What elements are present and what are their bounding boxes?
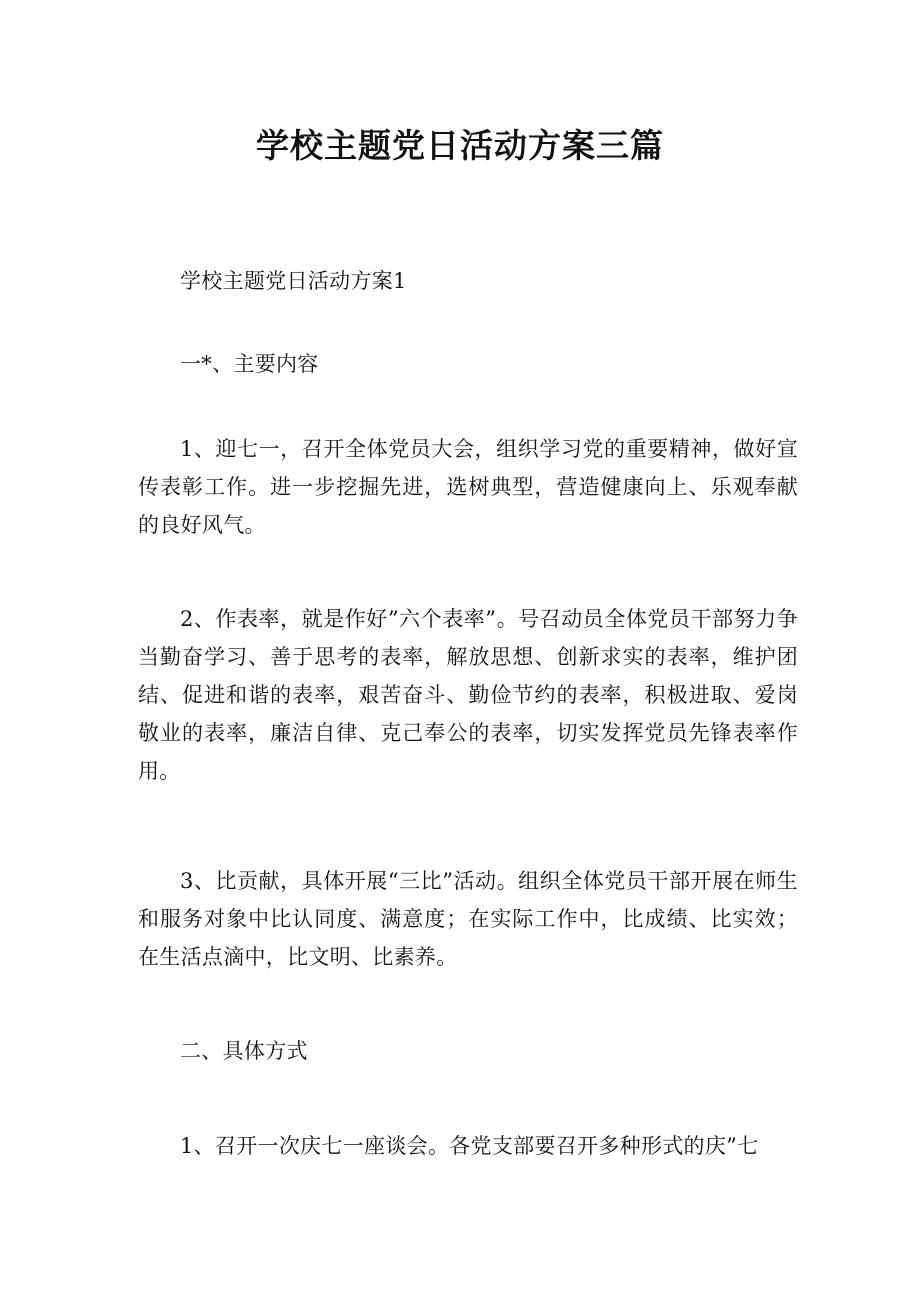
paragraph-item-1: 1、迎七一，召开全体党员大会，组织学习党的重要精神，做好宣传表彰工作。进一步挖掘先进，选树典型，营造健康向上、乐观奉献的良好风气。 (138, 437, 798, 537)
paragraph-method-1: 1、召开一次庆七一座谈会。各党支部要召开多种形式的庆”七 (180, 1134, 759, 1158)
paragraph-item-2: 2、作表率，就是作好”六个表率”。号召动员全体党员干部努力争当勤奋学习、善于思考的表率，解放思想、创新求实的表率，维护团结、促进和谐的表率，艰苦奋斗、勤俭节约的表率，积极进取、爱岗敬业的表率，廉洁自律、克己奉公的表率，切实发挥党员先锋表率作用。 (138, 607, 798, 783)
section-heading-specific-methods: 二、具体方式 (180, 1039, 308, 1063)
plan-subtitle: 学校主题党日活动方案1 (180, 269, 407, 293)
paragraph-item-3: 3、比贡献，具体开展“三比”活动。组织全体党员干部开展在师生和服务对象中比认同度、满意度；在实际工作中，比成绩、比实效；在生活点滴中，比文明、比素养。 (138, 869, 798, 969)
document-title: 学校主题党日活动方案三篇 (256, 126, 664, 165)
section-heading-main-content: 一*、主要内容 (180, 352, 319, 376)
